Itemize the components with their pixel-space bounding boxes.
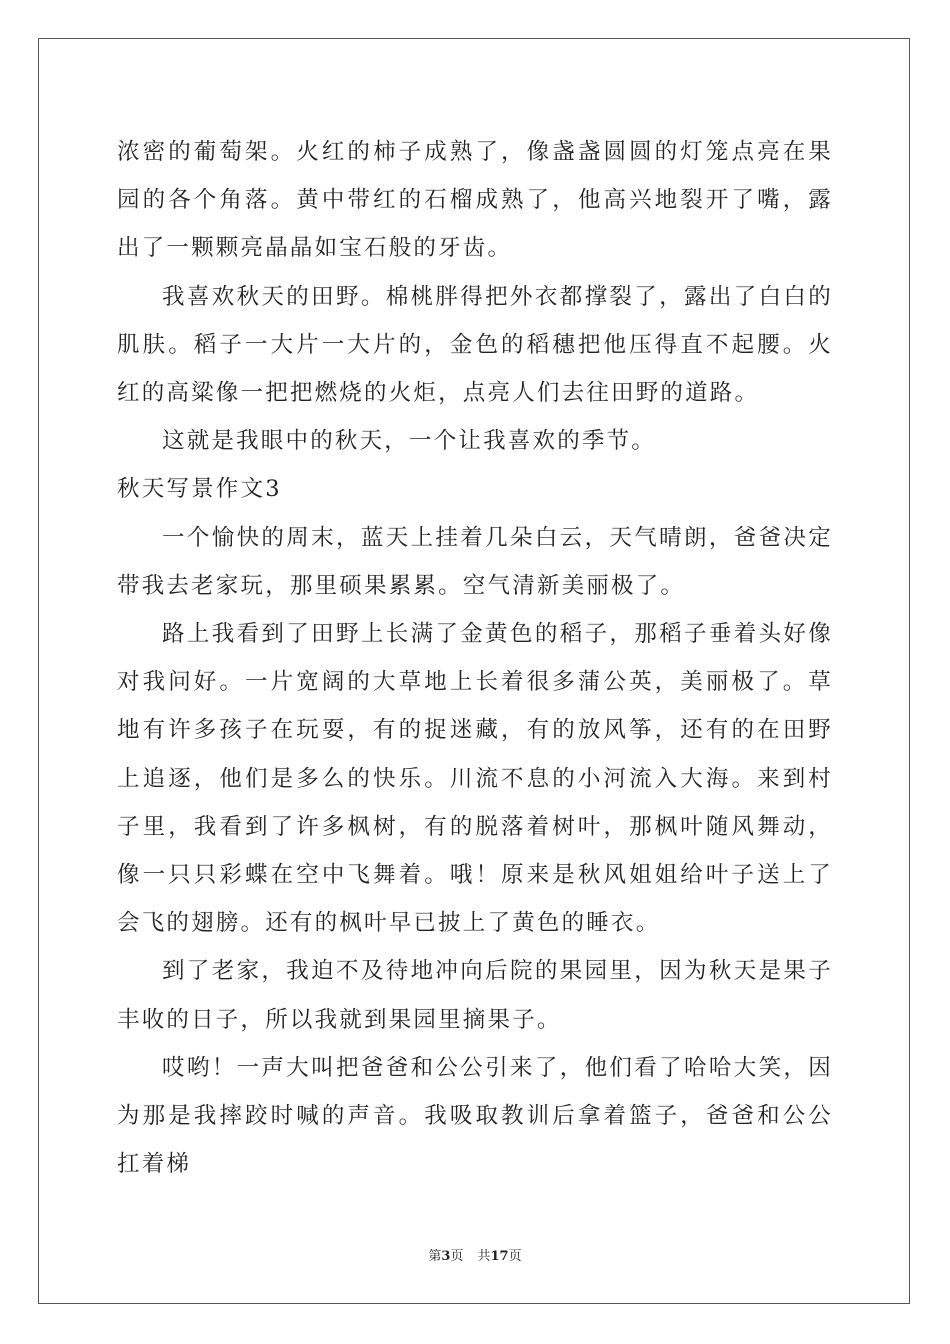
paragraph-2: 我喜欢秋天的田野。棉桃胖得把外衣都撑裂了，露出了白白的肌肤。稻子一大片一大片的，金色的稻穗把他压得直不起腰。火红的高粱像一把把燃烧的火炬，点亮人们去往田野的道路。 [117,283,833,407]
paragraph-3: 这就是我眼中的秋天，一个让我喜欢的季节。 [162,428,657,455]
total-page-count: 17 [490,1249,509,1264]
paragraph-5: 路上我看到了田野上长满了金黄色的稻子，那稻子垂着头好像对我问好。一片宽阔的大草地上长着很多蒲公英，美丽极了。草地有许多孩子在玩耍，有的捉迷藏，有的放风筝，还有的在田野上追逐，他们是多么的快乐。川流不息的小河流入大海。来到村子里，我看到了许多枫树，有的脱落着树叶，那枫叶随风舞动，像一只只彩蝶在空中飞舞着。哦！原来是秋风姐姐给叶子送上了会飞的翅膀。还有的枫叶早已披上了黄色的睡衣。 [117,621,833,937]
total-suffix: 页 [508,1249,522,1264]
total-prefix: 共 [477,1249,491,1264]
paragraph-4: 一个愉快的周末，蓝天上挂着几朵白云，天气晴朗，爸爸决定带我去老家玩，那里硕果累累。空气清新美丽极了。 [117,524,833,599]
paragraph-6: 到了老家，我迫不及待地冲向后院的果园里，因为秋天是果子丰收的日子，所以我就到果园里摘果子。 [117,958,833,1033]
current-page-number: 3 [441,1249,451,1264]
document-body [117,128,833,1188]
section-heading: 秋天写景作文3 [117,476,282,503]
paragraph-1: 浓密的葡萄架。火红的柿子成熟了，像盏盏圆圆的灯笼点亮在果园的各个角落。黄中带红的石榴成熟了，他高兴地裂开了嘴，露出了一颗颗亮晶晶如宝石般的牙齿。 [117,139,833,262]
paragraph-7: 哎哟！一声大叫把爸爸和公公引来了，他们看了哈哈大笑，因为那是我摔跤时喊的声音。我吸取教训后拿着篮子，爸爸和公公扛着梯 [117,1054,833,1178]
page-prefix: 第 [428,1249,442,1264]
page-suffix: 页 [450,1249,464,1264]
page-footer [0,1245,950,1264]
